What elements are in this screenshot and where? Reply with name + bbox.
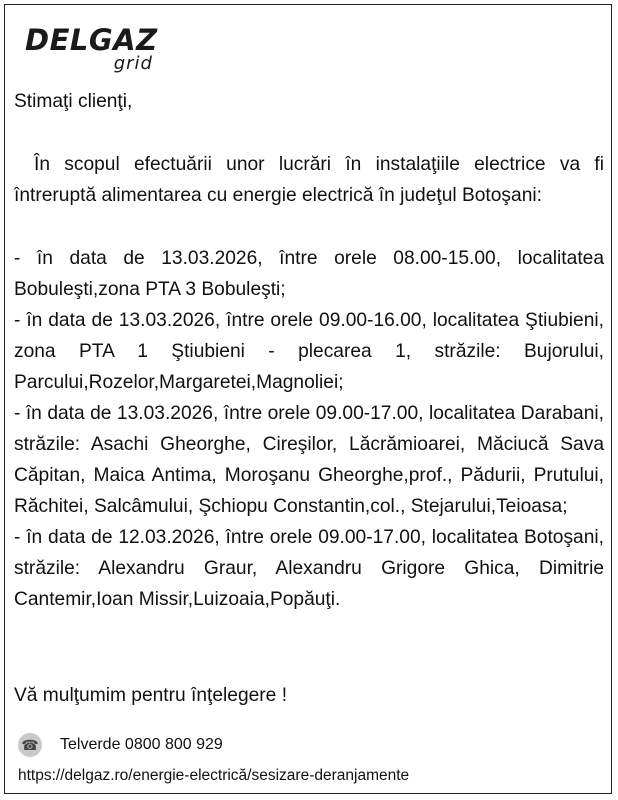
report-url-link[interactable]: https://delgaz.ro/energie-electrică/sesizare-deranjamente — [18, 767, 410, 784]
delgaz-logo — [25, 25, 165, 81]
hotline-text: Telverde 0800 800 929 — [60, 736, 223, 753]
outage-item: - în data de 13.03.2026, între orele 09.00-16.00, localitatea Ştiubieni, zona PTA 1 Ştiubieni - plecarea 1, străzile: Bujorului, Parcului,Rozelor,Margaretei,Magnoliei; — [14, 310, 604, 393]
logo-subtitle: grid — [113, 53, 153, 74]
outage-list — [14, 243, 604, 615]
hotline — [18, 733, 223, 757]
thanks-text: Vă mulţumim pentru înţelegere ! — [14, 685, 288, 706]
outage-item: - în data de 13.03.2026, între orele 09.00-17.00, localitatea Darabani, străzile: Asachi Gheorghe, Cireşilor, Lăcrămioarei, Măciucă Sava Căpitan, Maica Antima, Moroşanu Gheorghe,prof., Pădurii, Prutului, Răchitei, Salcâmului, Şchiopu Constantin,col., Stejarului,Teioasa; — [14, 403, 604, 517]
outage-item: - în data de 12.03.2026, între orele 09.00-17.00, localitatea Botoşani, străzile: Alexandru Graur, Alexandru Grigore Ghica, Dimitrie Cantemir,Ioan Missir,Luizoaia,Popăuţi. — [14, 527, 604, 610]
phone-icon: ☎ — [18, 733, 42, 757]
logo-wordmark: DELGAZ — [25, 23, 158, 57]
intro-paragraph: În scopul efectuării unor lucrări în instalaţiile electrice va fi întreruptă alimentarea cu energie electrică în judeţul Botoşani: — [14, 154, 604, 206]
outage-item: - în data de 13.03.2026, între orele 08.00-15.00, localitatea Bobuleşti,zona PTA 3 Bobuleşti; — [14, 248, 604, 300]
greeting: Stimaţi clienţi, — [14, 91, 133, 112]
